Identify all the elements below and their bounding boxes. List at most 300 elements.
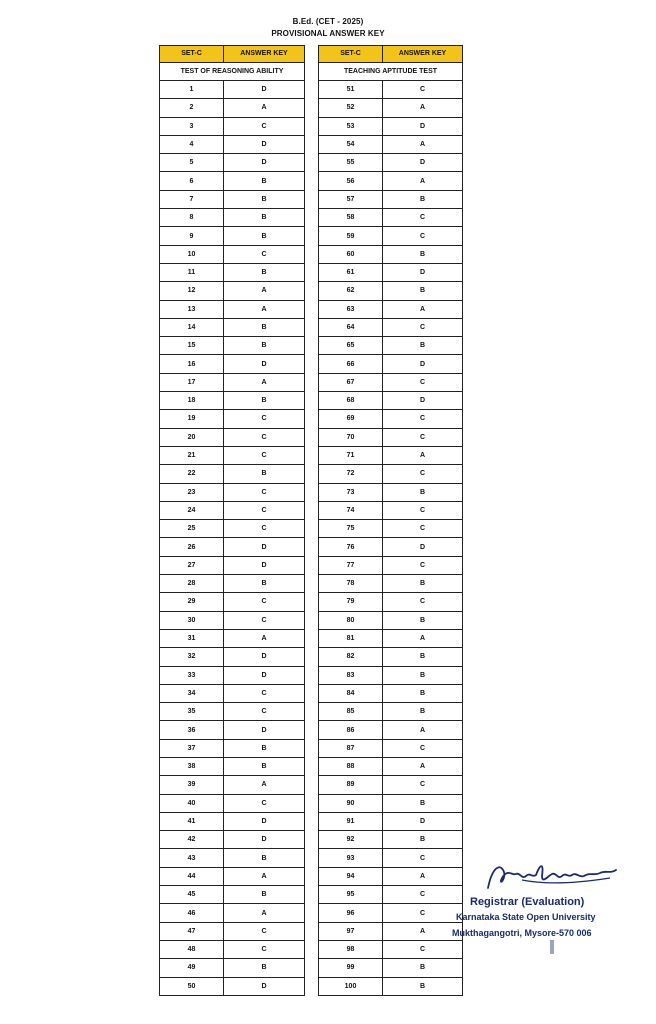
answer-table-left bbox=[159, 45, 305, 996]
table-row bbox=[319, 940, 463, 958]
table-row bbox=[319, 593, 463, 611]
table-row bbox=[160, 977, 305, 995]
answer-key-cell: A bbox=[224, 99, 305, 117]
question-number: 13 bbox=[160, 300, 224, 318]
col-header-answer-key: ANSWER KEY bbox=[224, 46, 305, 63]
table-row bbox=[319, 575, 463, 593]
table-row bbox=[319, 556, 463, 574]
table-row bbox=[160, 227, 305, 245]
answer-key-cell: C bbox=[224, 684, 305, 702]
table-row bbox=[160, 209, 305, 227]
table-row bbox=[319, 739, 463, 757]
answer-key-cell: C bbox=[224, 117, 305, 135]
answer-key-cell: A bbox=[224, 867, 305, 885]
table-row bbox=[319, 99, 463, 117]
table-row bbox=[319, 117, 463, 135]
question-number: 20 bbox=[160, 428, 224, 446]
answer-key-cell: B bbox=[383, 959, 463, 977]
table-row bbox=[160, 556, 305, 574]
answer-key-cell: A bbox=[383, 135, 463, 153]
answer-key-cell: C bbox=[224, 940, 305, 958]
question-number: 38 bbox=[160, 757, 224, 775]
answer-key-cell: B bbox=[224, 757, 305, 775]
question-number: 34 bbox=[160, 684, 224, 702]
answer-key-cell: B bbox=[224, 575, 305, 593]
table-row bbox=[319, 886, 463, 904]
question-number: 51 bbox=[319, 81, 383, 99]
signatory-title: Registrar (Evaluation) bbox=[470, 896, 585, 908]
question-number: 1 bbox=[160, 81, 224, 99]
answer-key-cell: D bbox=[224, 538, 305, 556]
question-number: 30 bbox=[160, 611, 224, 629]
question-number: 68 bbox=[319, 392, 383, 410]
question-number: 92 bbox=[319, 831, 383, 849]
question-number: 69 bbox=[319, 410, 383, 428]
table-row bbox=[160, 739, 305, 757]
question-number: 73 bbox=[319, 483, 383, 501]
question-number: 96 bbox=[319, 904, 383, 922]
answer-key-cell: B bbox=[383, 245, 463, 263]
answer-key-cell: B bbox=[383, 684, 463, 702]
question-number: 80 bbox=[319, 611, 383, 629]
question-number: 6 bbox=[160, 172, 224, 190]
answer-key-cell: B bbox=[383, 648, 463, 666]
question-number: 93 bbox=[319, 849, 383, 867]
answer-key-cell: B bbox=[224, 886, 305, 904]
question-number: 55 bbox=[319, 154, 383, 172]
table-row bbox=[319, 263, 463, 281]
answer-key-cell: B bbox=[383, 831, 463, 849]
answer-key-cell: B bbox=[224, 227, 305, 245]
question-number: 21 bbox=[160, 446, 224, 464]
question-number: 63 bbox=[319, 300, 383, 318]
table-row bbox=[319, 666, 463, 684]
answer-key-cell: C bbox=[224, 410, 305, 428]
answer-key-cell: C bbox=[383, 520, 463, 538]
question-number: 71 bbox=[319, 446, 383, 464]
question-number: 90 bbox=[319, 794, 383, 812]
question-number: 62 bbox=[319, 282, 383, 300]
subject-title: TEACHING APTITUDE TEST bbox=[319, 63, 463, 81]
answer-key-cell: C bbox=[224, 483, 305, 501]
table-row bbox=[319, 684, 463, 702]
question-number: 44 bbox=[160, 867, 224, 885]
table-row bbox=[319, 392, 463, 410]
question-number: 88 bbox=[319, 757, 383, 775]
answer-key-cell: B bbox=[383, 794, 463, 812]
question-number: 83 bbox=[319, 666, 383, 684]
answer-key-cell: C bbox=[224, 428, 305, 446]
table-row bbox=[160, 263, 305, 281]
question-number: 14 bbox=[160, 318, 224, 336]
answer-key-cell: B bbox=[224, 959, 305, 977]
question-number: 78 bbox=[319, 575, 383, 593]
table-row bbox=[319, 483, 463, 501]
question-number: 50 bbox=[160, 977, 224, 995]
answer-key-cell: D bbox=[224, 154, 305, 172]
table-row bbox=[160, 99, 305, 117]
question-number: 72 bbox=[319, 465, 383, 483]
table-row bbox=[160, 355, 305, 373]
col-header-answer-key: ANSWER KEY bbox=[383, 46, 463, 63]
answer-key-cell: B bbox=[383, 703, 463, 721]
answer-key-cell: C bbox=[224, 703, 305, 721]
question-number: 66 bbox=[319, 355, 383, 373]
answer-key-cell: B bbox=[383, 483, 463, 501]
table-row bbox=[319, 776, 463, 794]
answer-key-cell: D bbox=[224, 135, 305, 153]
answer-key-cell: A bbox=[383, 99, 463, 117]
answer-key-cell: B bbox=[383, 611, 463, 629]
answer-key-cell: C bbox=[224, 245, 305, 263]
signature-mark bbox=[482, 858, 622, 894]
answer-key-cell: D bbox=[224, 721, 305, 739]
question-number: 85 bbox=[319, 703, 383, 721]
table-row bbox=[319, 721, 463, 739]
question-number: 46 bbox=[160, 904, 224, 922]
question-number: 9 bbox=[160, 227, 224, 245]
table-row bbox=[319, 501, 463, 519]
col-header-set: SET-C bbox=[160, 46, 224, 63]
answer-key-cell: A bbox=[224, 904, 305, 922]
table-row bbox=[319, 227, 463, 245]
answer-key-cell: C bbox=[383, 904, 463, 922]
table-row bbox=[160, 538, 305, 556]
question-number: 26 bbox=[160, 538, 224, 556]
table-row bbox=[319, 318, 463, 336]
table-row bbox=[319, 465, 463, 483]
question-number: 47 bbox=[160, 922, 224, 940]
table-row bbox=[160, 831, 305, 849]
table-row bbox=[160, 318, 305, 336]
question-number: 11 bbox=[160, 263, 224, 281]
table-row bbox=[319, 629, 463, 647]
answer-key-cell: C bbox=[383, 556, 463, 574]
table-row bbox=[319, 81, 463, 99]
answer-key-cell: D bbox=[224, 666, 305, 684]
answer-key-cell: B bbox=[383, 575, 463, 593]
answer-key-cell: B bbox=[224, 849, 305, 867]
table-row bbox=[160, 337, 305, 355]
table-row bbox=[160, 245, 305, 263]
question-number: 3 bbox=[160, 117, 224, 135]
table-row bbox=[160, 300, 305, 318]
answer-key-cell: B bbox=[224, 209, 305, 227]
col-header-set: SET-C bbox=[319, 46, 383, 63]
question-number: 52 bbox=[319, 99, 383, 117]
question-number: 48 bbox=[160, 940, 224, 958]
question-number: 77 bbox=[319, 556, 383, 574]
table-row bbox=[160, 629, 305, 647]
table-row bbox=[319, 373, 463, 391]
table-row bbox=[160, 684, 305, 702]
table-row bbox=[160, 867, 305, 885]
table-row bbox=[160, 812, 305, 830]
table-row bbox=[319, 135, 463, 153]
question-number: 37 bbox=[160, 739, 224, 757]
table-row bbox=[160, 666, 305, 684]
question-number: 86 bbox=[319, 721, 383, 739]
question-number: 67 bbox=[319, 373, 383, 391]
table-row bbox=[319, 922, 463, 940]
question-number: 15 bbox=[160, 337, 224, 355]
table-row bbox=[319, 977, 463, 995]
table-row bbox=[160, 172, 305, 190]
table-row bbox=[319, 538, 463, 556]
answer-key-cell: B bbox=[224, 465, 305, 483]
table-row bbox=[160, 190, 305, 208]
question-number: 18 bbox=[160, 392, 224, 410]
answer-key-cell: A bbox=[224, 629, 305, 647]
question-number: 2 bbox=[160, 99, 224, 117]
table-row bbox=[160, 849, 305, 867]
question-number: 35 bbox=[160, 703, 224, 721]
answer-key-cell: A bbox=[224, 373, 305, 391]
table-row bbox=[319, 282, 463, 300]
answer-key-cell: A bbox=[383, 446, 463, 464]
question-number: 57 bbox=[319, 190, 383, 208]
answer-key-cell: D bbox=[224, 648, 305, 666]
answer-key-cell: C bbox=[224, 593, 305, 611]
table-row bbox=[319, 611, 463, 629]
answer-key-cell: B bbox=[383, 977, 463, 995]
table-row bbox=[319, 849, 463, 867]
answer-key-cell: C bbox=[383, 81, 463, 99]
table-row bbox=[160, 794, 305, 812]
question-number: 16 bbox=[160, 355, 224, 373]
question-number: 10 bbox=[160, 245, 224, 263]
answer-key-cell: C bbox=[224, 520, 305, 538]
answer-key-cell: A bbox=[224, 300, 305, 318]
answer-key-cell: D bbox=[383, 812, 463, 830]
question-number: 17 bbox=[160, 373, 224, 391]
question-number: 75 bbox=[319, 520, 383, 538]
question-number: 74 bbox=[319, 501, 383, 519]
answer-key-cell: D bbox=[383, 154, 463, 172]
question-number: 39 bbox=[160, 776, 224, 794]
answer-key-cell: C bbox=[383, 501, 463, 519]
question-number: 81 bbox=[319, 629, 383, 647]
answer-key-cell: C bbox=[383, 776, 463, 794]
answer-key-cell: C bbox=[383, 593, 463, 611]
question-number: 100 bbox=[319, 977, 383, 995]
table-row bbox=[160, 465, 305, 483]
table-row bbox=[160, 593, 305, 611]
question-number: 64 bbox=[319, 318, 383, 336]
answer-key-cell: C bbox=[383, 410, 463, 428]
question-number: 87 bbox=[319, 739, 383, 757]
question-number: 25 bbox=[160, 520, 224, 538]
table-row bbox=[319, 172, 463, 190]
question-number: 98 bbox=[319, 940, 383, 958]
question-number: 36 bbox=[160, 721, 224, 739]
table-row bbox=[319, 757, 463, 775]
table-row bbox=[319, 904, 463, 922]
table-row bbox=[160, 428, 305, 446]
table-row bbox=[319, 794, 463, 812]
answer-key-cell: D bbox=[383, 538, 463, 556]
table-row bbox=[160, 703, 305, 721]
question-number: 97 bbox=[319, 922, 383, 940]
answer-key-cell: D bbox=[383, 263, 463, 281]
answer-key-cell: C bbox=[224, 922, 305, 940]
question-number: 58 bbox=[319, 209, 383, 227]
answer-key-cell: B bbox=[224, 172, 305, 190]
table-row bbox=[160, 81, 305, 99]
table-row bbox=[319, 190, 463, 208]
question-number: 43 bbox=[160, 849, 224, 867]
answer-key-cell: A bbox=[383, 757, 463, 775]
table-row bbox=[160, 392, 305, 410]
table-row bbox=[160, 373, 305, 391]
question-number: 28 bbox=[160, 575, 224, 593]
question-number: 22 bbox=[160, 465, 224, 483]
table-row bbox=[160, 757, 305, 775]
university-address: Mukthagangotri, Mysore-570 006 bbox=[452, 928, 592, 938]
question-number: 70 bbox=[319, 428, 383, 446]
table-row bbox=[160, 135, 305, 153]
table-row bbox=[160, 520, 305, 538]
answer-key-cell: A bbox=[383, 867, 463, 885]
table-row bbox=[319, 831, 463, 849]
answer-key-cell: C bbox=[383, 849, 463, 867]
table-row bbox=[160, 648, 305, 666]
table-row bbox=[160, 721, 305, 739]
table-row bbox=[160, 117, 305, 135]
answer-key-cell: B bbox=[383, 190, 463, 208]
question-number: 91 bbox=[319, 812, 383, 830]
answer-key-cell: B bbox=[224, 337, 305, 355]
question-number: 53 bbox=[319, 117, 383, 135]
answer-key-cell: A bbox=[224, 776, 305, 794]
doc-title: B.Ed. (CET - 2025) bbox=[292, 17, 364, 26]
answer-key-cell: B bbox=[383, 666, 463, 684]
question-number: 41 bbox=[160, 812, 224, 830]
table-row bbox=[319, 648, 463, 666]
doc-subtitle: PROVISIONAL ANSWER KEY bbox=[271, 29, 385, 38]
answer-key-cell: A bbox=[383, 721, 463, 739]
answer-key-cell: A bbox=[383, 922, 463, 940]
question-number: 40 bbox=[160, 794, 224, 812]
table-row bbox=[319, 337, 463, 355]
table-row bbox=[160, 611, 305, 629]
answer-key-cell: C bbox=[383, 428, 463, 446]
table-row bbox=[319, 410, 463, 428]
table-row bbox=[160, 501, 305, 519]
answer-key-cell: D bbox=[224, 556, 305, 574]
question-number: 54 bbox=[319, 135, 383, 153]
answer-key-cell: D bbox=[224, 831, 305, 849]
question-number: 45 bbox=[160, 886, 224, 904]
table-row bbox=[319, 703, 463, 721]
question-number: 79 bbox=[319, 593, 383, 611]
subject-title: TEST OF REASONING ABILITY bbox=[160, 63, 305, 81]
answer-key-cell: C bbox=[224, 794, 305, 812]
question-number: 99 bbox=[319, 959, 383, 977]
table-row bbox=[319, 355, 463, 373]
answer-key-cell: C bbox=[383, 739, 463, 757]
question-number: 23 bbox=[160, 483, 224, 501]
answer-key-cell: D bbox=[224, 355, 305, 373]
table-row bbox=[160, 410, 305, 428]
table-row bbox=[160, 154, 305, 172]
question-number: 61 bbox=[319, 263, 383, 281]
table-row bbox=[160, 483, 305, 501]
table-row bbox=[319, 446, 463, 464]
answer-key-cell: C bbox=[383, 373, 463, 391]
answer-key-cell: D bbox=[383, 117, 463, 135]
question-number: 95 bbox=[319, 886, 383, 904]
table-row bbox=[160, 446, 305, 464]
answer-key-cell: D bbox=[224, 812, 305, 830]
answer-key-cell: A bbox=[224, 282, 305, 300]
table-row bbox=[319, 154, 463, 172]
answer-key-cell: B bbox=[224, 392, 305, 410]
answer-key-cell: D bbox=[224, 977, 305, 995]
table-row bbox=[160, 922, 305, 940]
table-row bbox=[160, 575, 305, 593]
question-number: 76 bbox=[319, 538, 383, 556]
answer-key-cell: C bbox=[383, 227, 463, 245]
question-number: 84 bbox=[319, 684, 383, 702]
table-row bbox=[319, 867, 463, 885]
question-number: 29 bbox=[160, 593, 224, 611]
question-number: 5 bbox=[160, 154, 224, 172]
question-number: 24 bbox=[160, 501, 224, 519]
table-row bbox=[319, 812, 463, 830]
question-number: 65 bbox=[319, 337, 383, 355]
table-row bbox=[160, 904, 305, 922]
answer-key-cell: A bbox=[383, 300, 463, 318]
answer-key-cell: B bbox=[224, 263, 305, 281]
table-row bbox=[319, 959, 463, 977]
answer-key-cell: D bbox=[383, 355, 463, 373]
table-row bbox=[160, 776, 305, 794]
question-number: 32 bbox=[160, 648, 224, 666]
answer-key-cell: B bbox=[383, 282, 463, 300]
question-number: 89 bbox=[319, 776, 383, 794]
question-number: 60 bbox=[319, 245, 383, 263]
table-row bbox=[319, 520, 463, 538]
answer-key-cell: C bbox=[224, 611, 305, 629]
question-number: 19 bbox=[160, 410, 224, 428]
table-row bbox=[319, 428, 463, 446]
answer-key-cell: C bbox=[383, 318, 463, 336]
question-number: 8 bbox=[160, 209, 224, 227]
question-number: 7 bbox=[160, 190, 224, 208]
question-number: 82 bbox=[319, 648, 383, 666]
answer-key-cell: C bbox=[383, 465, 463, 483]
table-row bbox=[319, 300, 463, 318]
university-name: Karnataka State Open University bbox=[456, 912, 596, 922]
question-number: 42 bbox=[160, 831, 224, 849]
answer-key-cell: D bbox=[224, 81, 305, 99]
question-number: 94 bbox=[319, 867, 383, 885]
table-row bbox=[160, 959, 305, 977]
answer-key-cell: A bbox=[383, 172, 463, 190]
question-number: 27 bbox=[160, 556, 224, 574]
answer-key-cell: A bbox=[383, 629, 463, 647]
question-number: 12 bbox=[160, 282, 224, 300]
question-number: 56 bbox=[319, 172, 383, 190]
answer-key-cell: D bbox=[383, 392, 463, 410]
question-number: 59 bbox=[319, 227, 383, 245]
question-number: 31 bbox=[160, 629, 224, 647]
answer-key-cell: B bbox=[383, 337, 463, 355]
answer-key-cell: C bbox=[383, 886, 463, 904]
table-row bbox=[319, 245, 463, 263]
answer-key-cell: C bbox=[383, 940, 463, 958]
